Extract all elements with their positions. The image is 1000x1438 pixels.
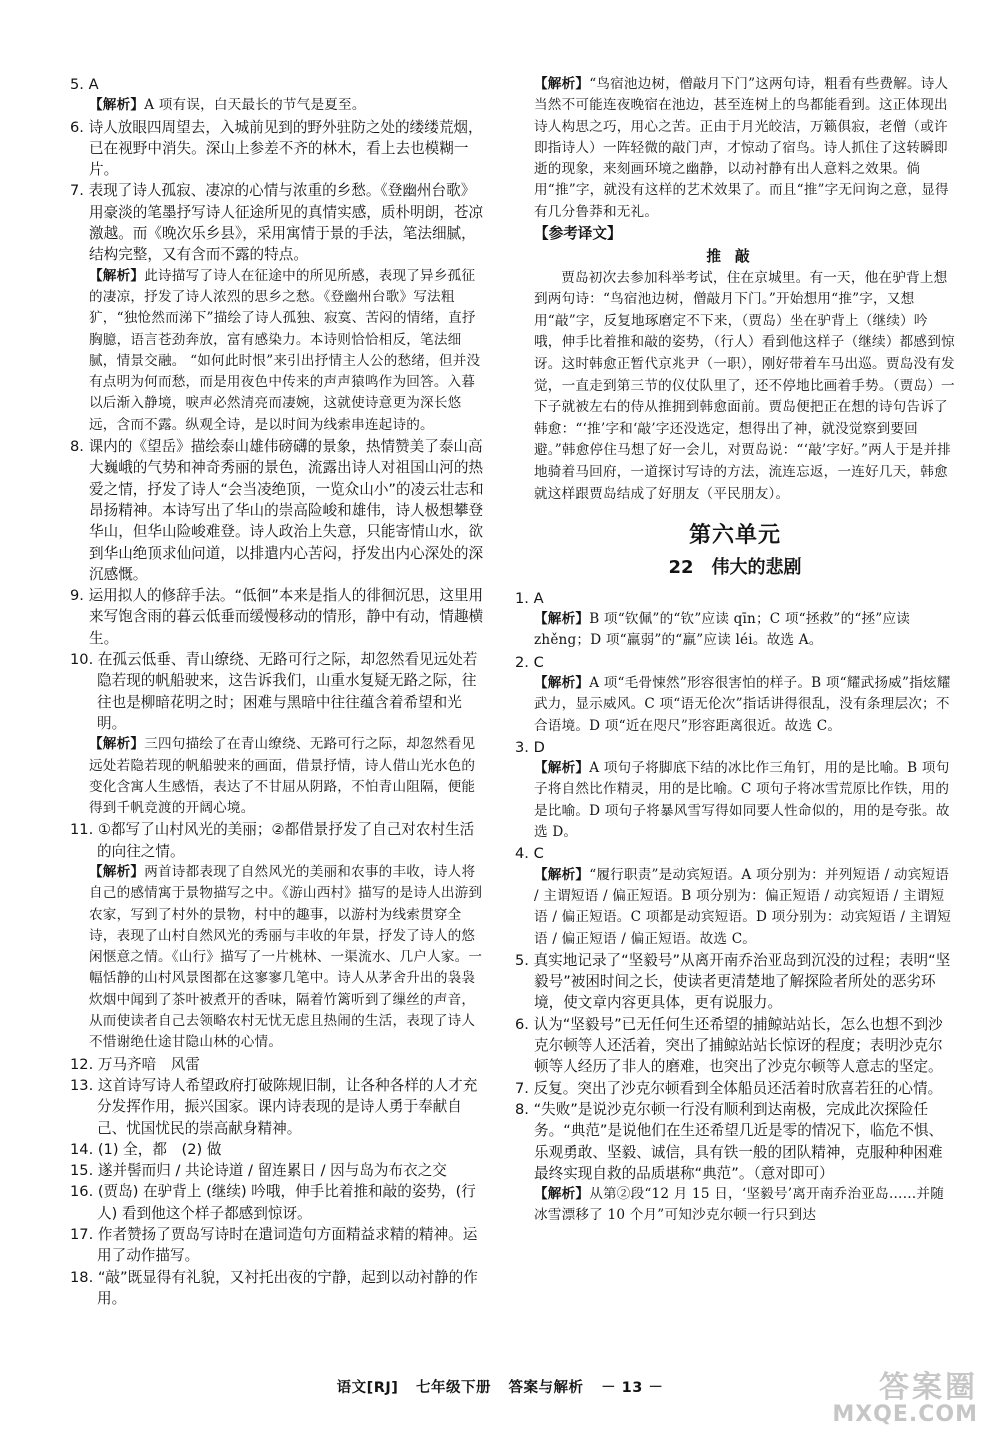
page-footer [0, 1376, 1000, 1397]
answer-item: 1. A [515, 589, 544, 607]
analysis-tag: 【解析】 [534, 1186, 590, 1203]
page-number: － 13 － [601, 1380, 664, 1396]
answer-item: 2. C [515, 653, 544, 671]
right-bottom-section [515, 588, 955, 1227]
footer-book: 答案与解析 [508, 1380, 584, 1396]
unit-title: 第六单元 [688, 523, 781, 549]
analysis-text: “鸟宿池边树，僧敲月下门”这两句诗，粗看有些费解。诗人当然不可能连夜晚宿在池边，甚至连树上的鸟都能看到。这正体现出诗人构思之巧，用心之苦。正由于月光皎洁，万籁俱寂，老僧（或许即指诗人）一阵轻微的敲门声，才惊动了宿鸟。诗人抓住了这转瞬即逝的现象，来刻画环境之幽静，以动衬静有出人意料之效果。倘用“推”字，就没有这样的艺术效果了。而且“推”字无问询之意，显得有几分鲁莽和无礼。 [534, 76, 949, 220]
answer-item: 8. 课内的《望岳》描绘泰山雄伟磅礴的景象，热情赞美了泰山高大巍峨的气势和神奇秀丽的景色，流露出诗人对祖国山河的热爱之情，抒发了诗人“会当凌绝顶，一览众山小”的凌云壮志和昂扬精神。本诗写出了华山的崇高险峻和雄伟，诗人极想攀登华山，但华山险峻难登。诗人政治上失意，只能寄情山水，欲到华山绝顶求仙问道，以排遣内心苦闷，抒发出内心深处的深沉感慨。 [70, 438, 484, 583]
analysis-text: 此诗描写了诗人在征途中的所见所感，表现了异乡孤征的凄凉，抒发了诗人浓烈的思乡之愁。《登幽州台歌》写法粗犷，“独怆然而涕下”描绘了诗人孤独、寂寞、苦闷的情绪，直抒胸臆，语言苍劲奔放，富有感染力。本诗则恰恰相反，笔法细腻，情景交融。 “如何此时恨”来引出抒情主人公的愁绪，但并没有点明为何而愁，而是用夜色中传来的声声猿鸣作为回答。入暮以后渐入静境，唳声必然清亮而凄婉，这就使诗意更为深长悠远，含而不露。纵观全诗，是以时间为线索串连起诗的。 [89, 267, 481, 433]
answer-item: 18. “敲”既显得有礼貌，又衬托出夜的宁静，起到以动衬静的作用。 [70, 1268, 478, 1307]
right-top-section [515, 74, 955, 223]
footer-subject: 语文[RJ] [336, 1380, 399, 1396]
analysis-text: 三四句描绘了在青山缭绕、无路可行之际，却忽然看见远处若隐若现的帆船驶来的画面，借景抒情，诗人借山光水色的变化含寓人生感悟，表达了不甘屈从阴路，不怕青山阻隔，便能得到千帆竞渡的开阔心境。 [89, 736, 476, 817]
analysis-tag: 【解析】 [89, 736, 145, 753]
analysis-text: 两首诗都表现了自然风光的美丽和农事的丰收，诗人将自己的感情寓于景物描写之中。《游山西村》描写的是诗人出游到农家，写到了村外的景物，村中的趣事，以游村为线索贯穿全诗，表现了山村自然风光的秀丽与丰收的年景，抒发了诗人的悠闲惬意之情。《山行》描写了一片桃林、一渠流水、几户人家。一幅恬静的山村风景图都在这寥寥几笔中。诗人从茅舍升出的袅袅炊烟中闻到了茶叶被煮开的香味，隔着竹篱听到了缫丝的声音，从而使读者自己去领略农村无忧无虑且热闹的生活，表现了诗人不惜谢绝仕途甘隐山林的心情。 [89, 863, 483, 1051]
analysis-tag: 【解析】 [534, 674, 590, 691]
analysis-tag: 【解析】 [89, 267, 145, 284]
answer-item: 6. 诗人放眼四周望去，入城前见到的野外驻防之处的缕缕荒烟，已在视野中消失。深山上参差不齐的林木，看上去也模糊一片。 [70, 118, 483, 179]
analysis-tag: 【解析】 [534, 76, 590, 92]
analysis-text: 从第②段“12 月 15 日，‘坚毅号’离开南乔治亚岛……并随冰雪漂移了 10 个月”可知沙克尔顿一行只到达 [534, 1186, 945, 1224]
answer-item: 6. 认为“坚毅号”已无任何生还希望的捕鲸站站长，怎么也想不到沙克尔顿等人还活着，突出了捕鲸站站长惊讶的程度；表明沙克尔顿等人经历了非人的磨难，也突出了沙克尔顿等人意志的坚定。 [515, 1015, 943, 1076]
answer-item: 12. 万马齐喑 风雷 [70, 1055, 201, 1073]
lesson-title: 22 伟大的悲剧 [668, 556, 802, 578]
analysis-block [515, 865, 955, 950]
analysis-block [70, 734, 485, 819]
analysis-tag: 【解析】 [89, 863, 145, 880]
answer-item: 8. “失败”是说沙克尔顿一行没有顺利到达南极，完成此次探险任务。“典范”是说他们在生还希望几近是零的情况下，临危不惧、乐观勇敢、坚毅、诚信，具有铁一般的团队精神，克服种种困难最终实现自救的品质堪称“典范”。（意对即可） [515, 1100, 944, 1182]
answer-item: 7. 表现了诗人孤寂、凄凉的心情与浓重的乡愁。《登幽州台歌》用豪淡的笔墨抒写诗人征途所见的真情实感，质朴明朗，苍凉激越。而《晚次乐乡县》，采用寓情于景的手法，笔法细腻，结构完整，又有含而不露的特点。 [70, 182, 484, 264]
watermark-url: MXQE.COM [832, 1402, 978, 1427]
answer-item: 11. ①都写了山村风光的美丽；②都借景抒发了自己对农村生活的向往之情。 [70, 821, 475, 860]
right-column [515, 74, 955, 1227]
answer-item: 13. 这首诗写诗人希望政府打破陈规旧制，让各种各样的人才充分发挥作用，振兴国家。课内诗表现的是诗人勇于奉献自己、忧国忧民的崇高献身精神。 [70, 1076, 478, 1137]
analysis-block [515, 609, 955, 652]
analysis-tag: 【解析】 [534, 611, 590, 628]
answer-item: 17. 作者赞扬了贾岛写诗时在遣词造句方面精益求精的精神。运用了动作描写。 [70, 1226, 478, 1265]
watermark-logo: 答案圈 [879, 1370, 978, 1405]
analysis-text: A 项有误，白天最长的节气是夏至。 [144, 97, 366, 114]
left-column [70, 74, 485, 1309]
answer-item: 10. 在孤云低垂、青山缭绕、无路可行之际，却忽然看见远处若隐若现的帆船驶来，这告诉我们，山重水复疑无路之际，往往也是柳暗花明之时；困难与黑暗中往往蕴含着希望和光明。 [70, 651, 478, 732]
reference-translation-tag: 【参考译文】 [534, 225, 622, 243]
answer-item: 3. D [515, 738, 545, 756]
analysis-block [70, 266, 485, 436]
analysis-tag: 【解析】 [534, 760, 590, 777]
analysis-block [515, 74, 955, 223]
analysis-text: B 项“钦佩”的“钦”应读 qīn；C 项“拯救”的“拯”应读 zhěng；D 项“羸弱”的“羸”应读 léi。故选 A。 [534, 611, 911, 649]
answer-item: 5. A [70, 76, 99, 93]
analysis-block [515, 1184, 955, 1227]
answer-item: 16. (贾岛) 在驴背上 (继续) 吟哦，伸手比着推和敲的姿势，(行人) 看到他这个样子都感到惊讶。 [70, 1183, 476, 1222]
analysis-block [70, 95, 485, 116]
analysis-block [515, 673, 955, 737]
analysis-text: A 项“毛骨悚然”形容很害怕的样子。B 项“耀武扬威”指炫耀武力，显示威风。C 项“语无伦次”指话讲得很乱，没有条理层次；不合语境。D 项“近在咫尺”形容距离很近。故选 C。 [534, 674, 951, 734]
analysis-text: “履行职责”是动宾短语。A 项分别为：并列短语 / 动宾短语 / 主谓短语 / 偏正短语。B 项分别为：偏正短语 / 动宾短语 / 主谓短语 / 偏正短语。C 项都是动宾短语。D 项分别为：动宾短语 / 主谓短语 / 偏正短语 / 偏正短语。故选 C。 [534, 866, 952, 947]
answer-item: 9. 运用拟人的修辞手法。“低徊”本来是指人的徘徊沉思，这里用来写饱含雨的暮云低垂而缓慢移动的情形，静中有动，情趣横生。 [70, 587, 484, 647]
answer-item: 5. 真实地记录了“坚毅号”从离开南乔治亚岛到沉没的过程；表明“坚毅号”被困时间之长，使读者更清楚地了解探险者所处的恶劣环境，使文章内容更具体，更有说服力。 [515, 951, 951, 1012]
translation-title: 推敲 [706, 248, 764, 266]
answer-item: 4. C [515, 845, 544, 863]
analysis-block [70, 862, 485, 1054]
analysis-block [515, 758, 955, 843]
analysis-text: A 项句子将脚底下结的冰比作三角钉，用的是比喻。B 项句子将自然比作精灵，用的是比喻。C 项句子将冰雪荒原比作铁，用的是比喻。D 项句子将暴风雪写得如同要人性命似的，用的是夸张。故选 D。 [534, 760, 950, 841]
analysis-tag: 【解析】 [534, 866, 590, 883]
analysis-tag: 【解析】 [89, 97, 145, 114]
translation-text: 贾岛初次去参加科举考试，住在京城里。有一天，他在驴背上想到两句诗：“鸟宿池边树，僧敲月下门。”开始想用“推”字，又想用“敲”字，反复地琢磨定不下来，（贾岛）坐在驴背上（继续）吟哦，伸手比着推和敲的姿势，（行人）看到他这样子（继续）都感到惊讶。这时韩愈正暂代京兆尹（一职），刚好带着车马出巡。贾岛没有发觉，一直走到第三节的仪仗队里了，还不停地比画着手势。（贾岛）一下子就被左右的侍从推拥到韩愈面前。贾岛便把正在想的诗句告诉了韩愈：“‘推’字和‘敲’字还没选定，想得出了神，就没觉察到要回避。”韩愈停住马想了好一会儿，对贾岛说：“‘敲’字好。”两人于是并排地骑着马回府，一道探讨写诗的方法，流连忘返，一连好几天，韩愈就这样跟贾岛结成了好朋友（平民朋友）。 [534, 269, 955, 502]
answer-item: 15. 遂并髻而归 / 共论诗道 / 留连累日 / 因与岛为布衣之交 [70, 1162, 447, 1180]
answer-item: 7. 反复。突出了沙克尔顿看到全体船员还活着时欣喜若狂的心情。 [515, 1079, 943, 1097]
footer-grade: 七年级下册 [415, 1380, 491, 1396]
answer-item: 14. (1) 全，都 (2) 做 [70, 1140, 222, 1158]
